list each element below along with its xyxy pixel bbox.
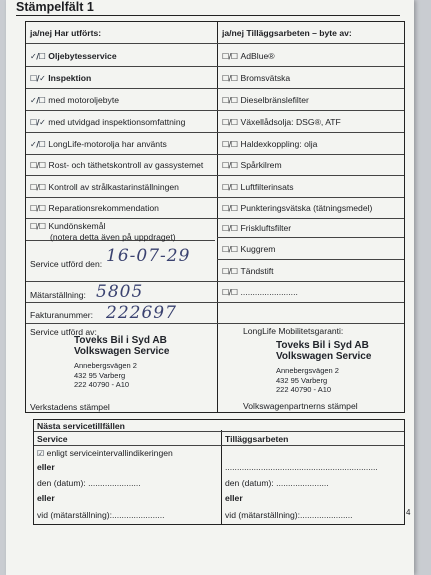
invoice-value: 222697 [106, 303, 177, 323]
customer-request-note: (notera detta även på uppdraget) [50, 232, 176, 242]
or-label: eller [37, 462, 55, 472]
row-line [26, 110, 404, 111]
interval-indicator-option: ☑ enligt serviceintervallindikeringen [37, 448, 173, 458]
item-extended-inspection: ☐/✓ med utvidgad inspektionsomfattning [30, 117, 186, 127]
item-repair-recommendation: ☐/☐ Reparationsrekommendation [30, 203, 159, 213]
extra-item: ☐/☐ Friskluftsfilter [222, 223, 292, 233]
next-date-field[interactable]: den (datum): ...................... [37, 478, 141, 488]
workshop-stamp [74, 335, 169, 390]
checkbox-icon[interactable]: ☐/☐ [222, 140, 238, 149]
checkbox-icon[interactable]: ☐/☐ [222, 96, 238, 105]
checkbox-icon[interactable]: ☐/☐ [222, 245, 238, 254]
extra-item: ☐/☐ ........................ [222, 287, 298, 297]
extra-item: ☐/☐ Luftfilterinsats [222, 182, 294, 192]
row-line [34, 431, 404, 432]
stamp-number: 222 40790 - A10 [74, 380, 130, 389]
checkbox-checked-icon[interactable]: ✓/☐ [30, 96, 46, 105]
checkbox-checked-icon[interactable]: ✓/☐ [30, 52, 46, 61]
next-mileage-field[interactable]: vid (mätarställning):...................... [37, 510, 165, 520]
partner-stamp [276, 340, 371, 395]
checkbox-icon[interactable]: ☐/☐ [222, 183, 238, 192]
item-gas-check: ☐/☐ Rost- och täthetskontroll av gassystemet [30, 160, 204, 170]
col-extra: Tilläggsarbeten [225, 434, 289, 444]
extra-date-field[interactable]: den (datum): ...................... [225, 478, 329, 488]
checkbox-icon[interactable]: ☐/☐ [222, 224, 238, 233]
row-line [217, 237, 404, 238]
next-service-table [33, 419, 405, 525]
checkbox-checked-icon[interactable]: ☐/✓ [30, 74, 46, 83]
checkbox-icon[interactable]: ☐/☐ [222, 204, 238, 213]
stamp-street: Annebergsvägen 2 [276, 366, 339, 375]
checkbox-checked-icon[interactable]: ☑ [37, 449, 44, 458]
extra-work-field[interactable]: ................................................................ [225, 462, 378, 472]
row-line [26, 323, 404, 324]
stamp-number: 222 40790 - A10 [276, 385, 332, 394]
next-service-title: Nästa servicetillfällen [37, 421, 125, 431]
checkbox-icon[interactable]: ☐/☐ [222, 267, 238, 276]
stamp-street: Annebergsvägen 2 [74, 361, 137, 370]
row-line [26, 43, 404, 44]
row-line [26, 218, 404, 219]
checkbox-checked-icon[interactable]: ☐/✓ [30, 118, 46, 127]
stamp-field-table [25, 21, 405, 413]
extra-item: ☐/☐ Spårkilrem [222, 160, 282, 170]
invoice-label: Fakturanummer: [30, 310, 94, 320]
extra-item: ☐/☐ Tändstift [222, 266, 274, 276]
row-line [26, 302, 404, 303]
checkbox-icon[interactable]: ☐/☐ [30, 183, 46, 192]
row-line [26, 66, 404, 67]
extra-item: ☐/☐ Bromsvätska [222, 73, 291, 83]
right-column-header: ja/nej Tilläggsarbeten – byte av: [222, 28, 352, 38]
or-label: eller [225, 493, 243, 503]
page-number: 4 [406, 508, 411, 517]
item-customer-request: ☐/☐ Kundönskemål (notera detta även på uppdraget) [30, 221, 176, 242]
col-service: Service [37, 434, 68, 444]
mileage-value: 5805 [96, 282, 144, 302]
extra-item: ☐/☐ Dieselbränslefilter [222, 95, 309, 105]
service-date-label: Service utförd den: [30, 259, 103, 269]
stamp-company: Toveks Bil i Syd AB [276, 340, 369, 351]
row-line [217, 259, 404, 260]
extra-item: ☐/☐ Punkteringsvätska (tätningsmedel) [222, 203, 373, 213]
extra-mileage-field[interactable]: vid (mätarställning):...................... [225, 510, 353, 520]
partner-stamp-label: Volkswagenpartnerns stämpel [243, 401, 358, 411]
checkbox-icon[interactable]: ☐/☐ [222, 74, 238, 83]
extra-item: ☐/☐ Kuggrem [222, 244, 276, 254]
stamp-city: 432 95 Varberg [276, 375, 328, 385]
row-line [34, 445, 404, 446]
row-line [26, 154, 404, 155]
stamp-city: 432 95 Varberg [74, 370, 126, 380]
left-column-header: ja/nej Har utförts: [30, 28, 102, 38]
extra-item: ☐/☐ Växellådsolja: DSG®, ATF [222, 117, 341, 127]
longlife-label: LongLife Mobilitetsgaranti: [243, 326, 344, 336]
checkbox-checked-icon[interactable]: ✓/☐ [30, 140, 46, 149]
extra-item: ☐/☐ Haldexkoppling: olja [222, 139, 318, 149]
item-oil-change: ✓/☐ med motoroljebyte [30, 95, 119, 105]
title-rule [16, 15, 400, 16]
checkbox-icon[interactable]: ☐/☐ [222, 118, 238, 127]
checkbox-icon[interactable]: ☐/☐ [30, 222, 46, 231]
item-headlight-check: ☐/☐ Kontroll av strålkastarinställningen [30, 182, 179, 192]
item-oil-service: ✓/☐ Oljebytesservice [30, 51, 117, 61]
column-divider [217, 22, 218, 412]
checkbox-icon[interactable]: ☐/☐ [30, 161, 46, 170]
stamp-brand: Volkswagen Service [276, 351, 372, 362]
page-title: Stämpelfält 1 [16, 0, 94, 14]
or-label: eller [37, 493, 55, 503]
item-longlife-oil: ✓/☐ LongLife-motorolja har använts [30, 139, 167, 149]
workshop-stamp-label: Verkstadens stämpel [30, 402, 110, 412]
performed-by-label: Service utförd av: [30, 327, 97, 337]
row-line [26, 88, 404, 89]
checkbox-icon[interactable]: ☐/☐ [222, 52, 238, 61]
checkbox-icon[interactable]: ☐/☐ [222, 288, 238, 297]
document-page [6, 0, 414, 575]
item-inspection: ☐/✓ Inspektion [30, 73, 92, 83]
stamp-brand: Volkswagen Service [74, 346, 170, 357]
row-line [26, 281, 404, 282]
checkbox-icon[interactable]: ☐/☐ [30, 204, 46, 213]
row-line [26, 175, 404, 176]
stamp-company: Toveks Bil i Syd AB [74, 335, 167, 346]
service-date-value: 16-07-29 [106, 246, 191, 266]
row-line [26, 197, 404, 198]
extra-item: ☐/☐ AdBlue® [222, 51, 275, 61]
checkbox-icon[interactable]: ☐/☐ [222, 161, 238, 170]
row-line [26, 132, 404, 133]
mileage-label: Mätarställning: [30, 290, 86, 300]
